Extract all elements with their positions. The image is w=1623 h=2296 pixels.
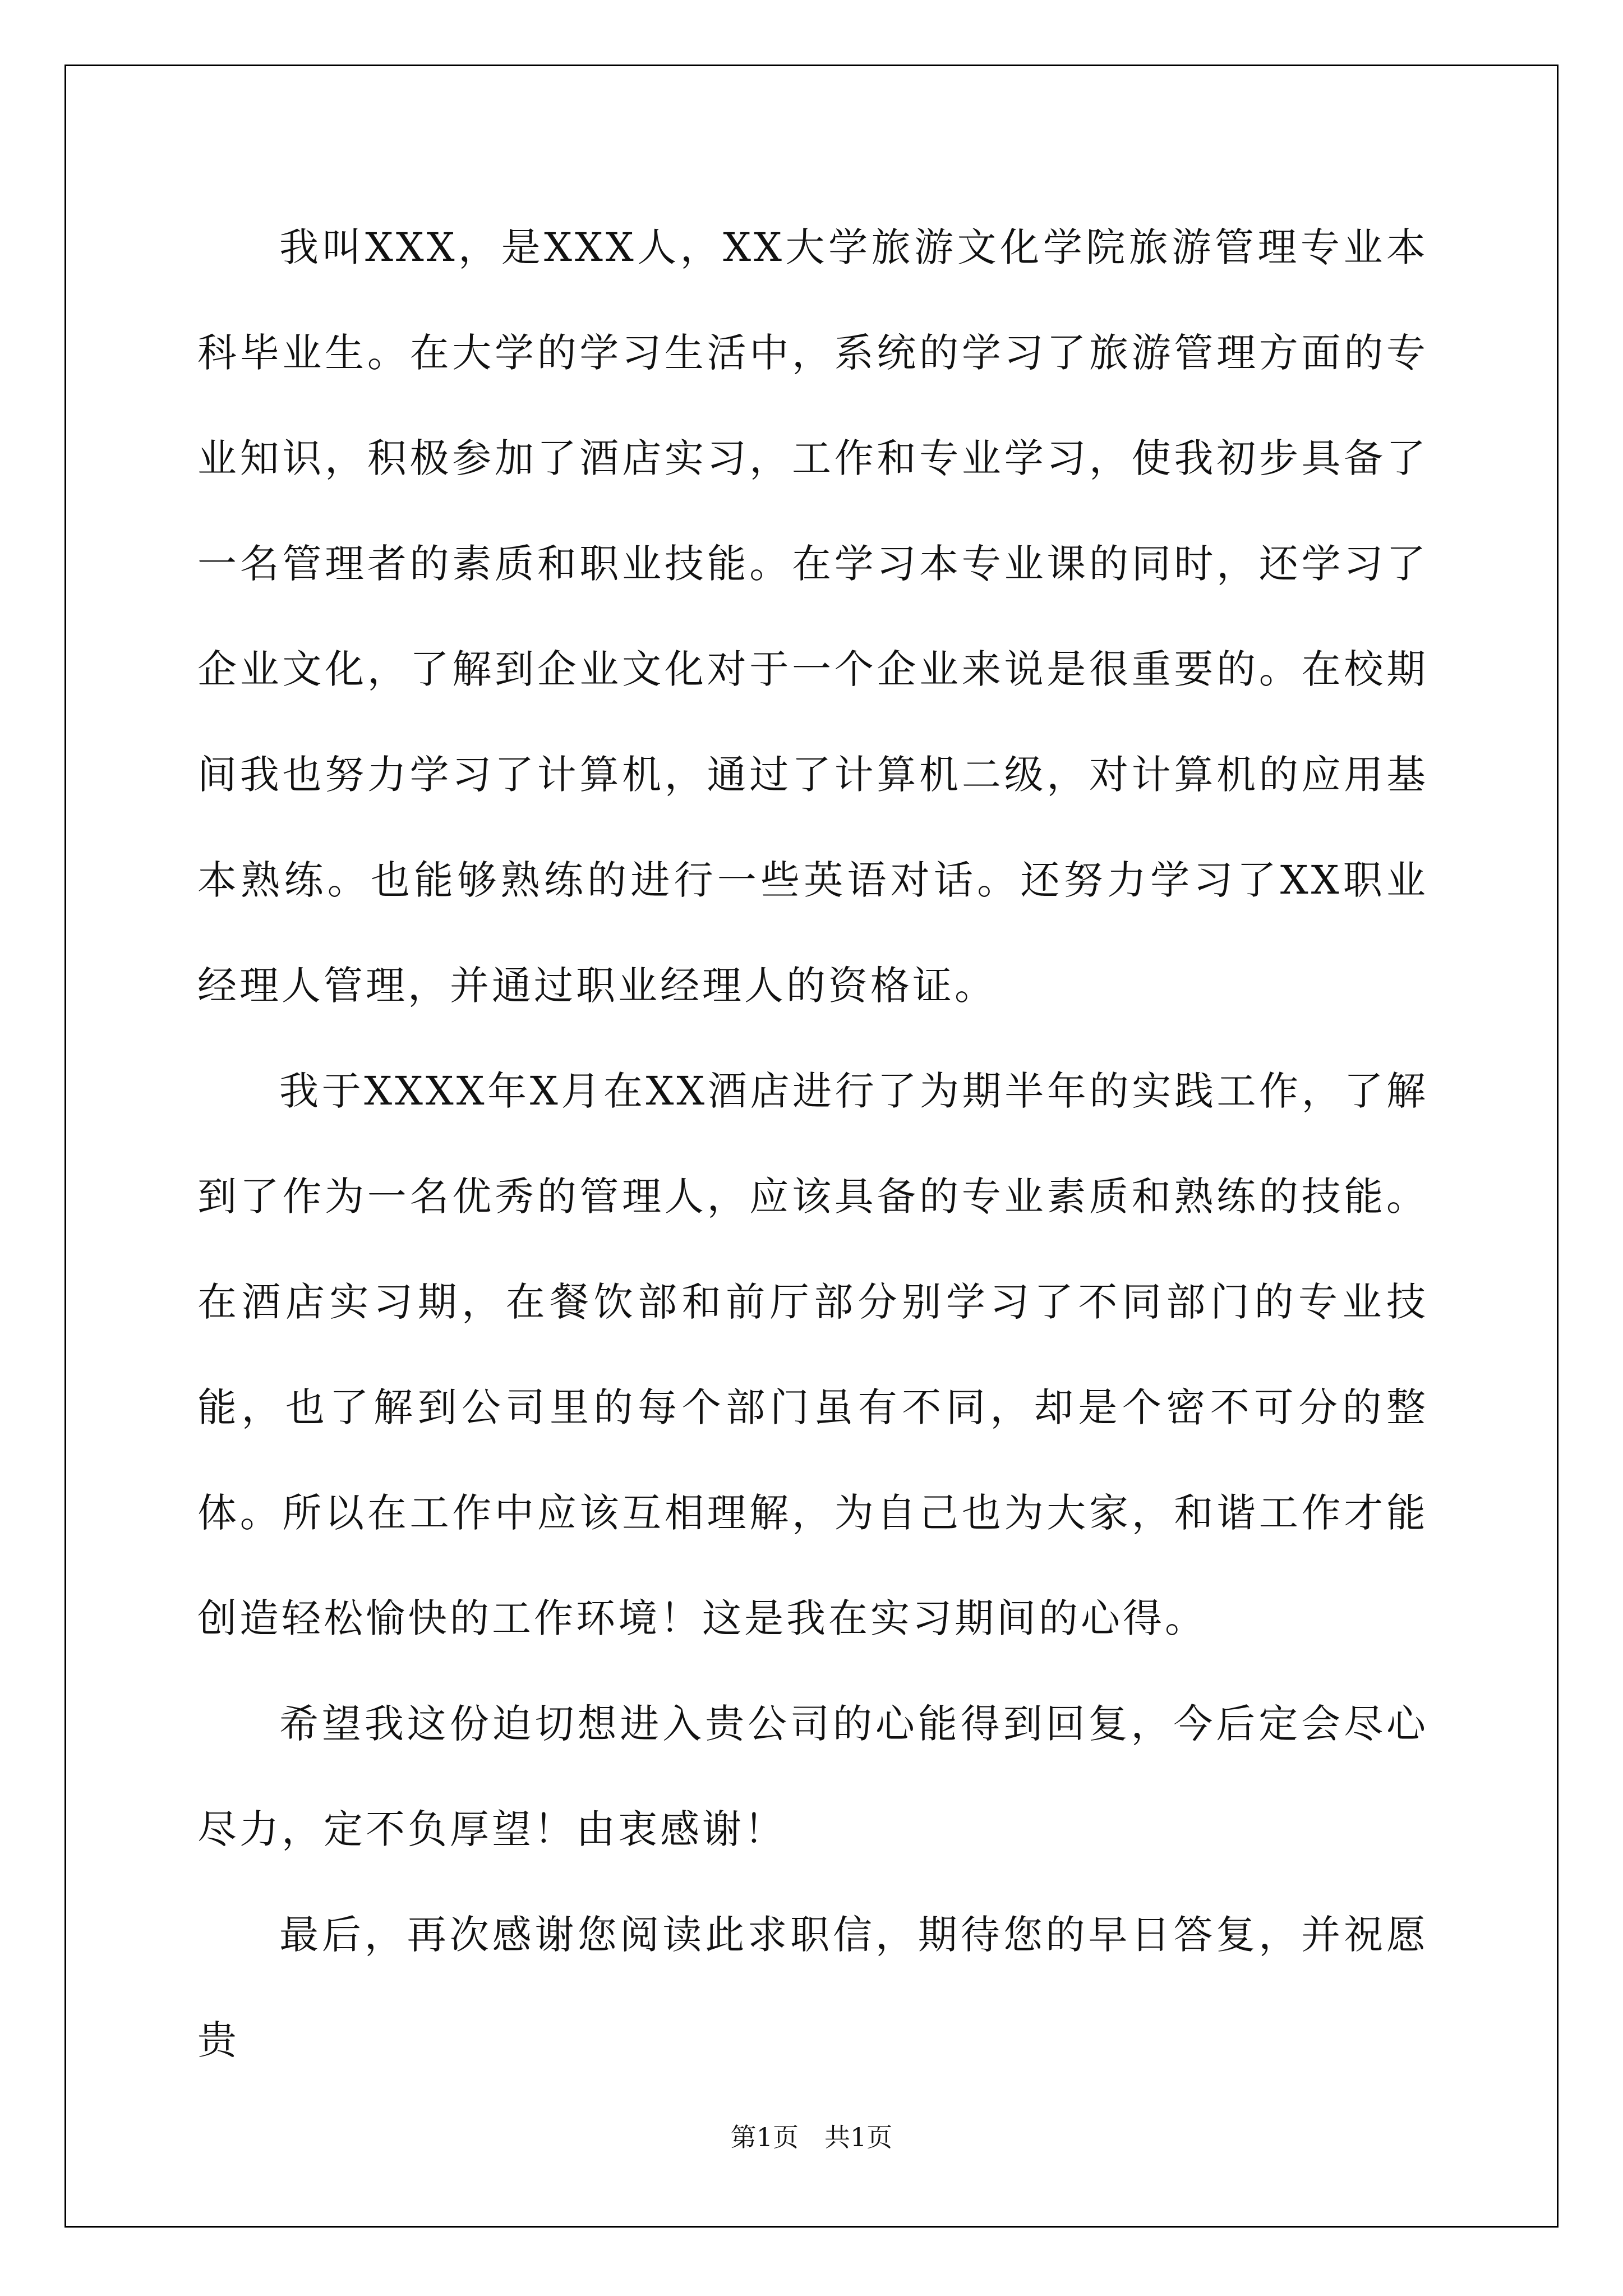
paragraph-introduction: 我叫XXX，是XXX人，XX大学旅游文化学院旅游管理专业本科毕业生。在大学的学习生活中，系统的学习了旅游管理方面的专业知识，积极参加了酒店实习，工作和专业学习，使我初步具备了一名管理者的素质和职业技能。在学习本专业课的同时，还学习了企业文化，了解到企业文化对于一个企业来说是很重要的。在校期间我也努力学习了计算机，通过了计算机二级，对计算机的应用基本熟练。也能够熟练的进行一些英语对话。还努力学习了XX职业经理人管理，并通过职业经理人的资格证。	[197, 224, 1428, 1009]
paragraph-hope: 希望我这份迫切想进入贵公司的心能得到回复，今后定会尽心尽力，定不负厚望！由衷感谢！	[197, 1701, 1428, 1852]
page-number-footer: 第1页 共1页	[730, 2122, 893, 2152]
document-body	[197, 195, 1428, 2093]
paragraph-closing: 最后，再次感谢您阅读此求职信，期待您的早日答复，并祝愿贵	[197, 1912, 1428, 2063]
paragraph-internship: 我于XXXX年X月在XX酒店进行了为期半年的实践工作，了解到了作为一名优秀的管理人，应该具备的专业素质和熟练的技能。在酒店实习期，在餐饮部和前厅部分别学习了不同部门的专业技能，也了解到公司里的每个部门虽有不同，却是个密不可分的整体。所以在工作中应该互相理解，为自己也为大家，和谐工作才能创造轻松愉快的工作环境！这是我在实习期间的心得。	[197, 1068, 1428, 1641]
